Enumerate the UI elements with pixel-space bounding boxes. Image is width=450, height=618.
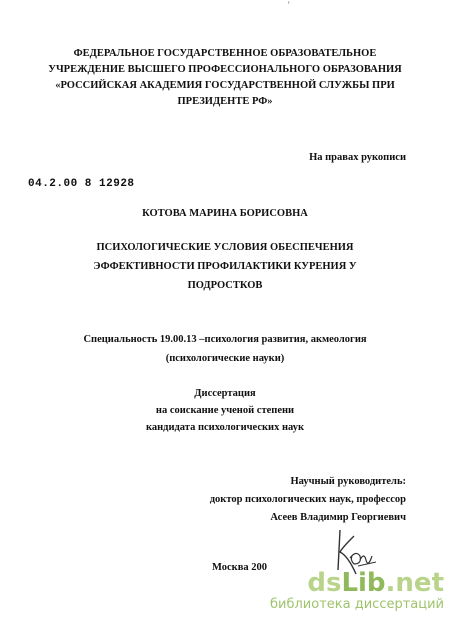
author-name: КОТОВА МАРИНА БОРИСОВНА [142,208,308,219]
header-line-3: «РОССИЙСКАЯ АКАДЕМИЯ ГОСУДАРСТВЕННОЙ СЛУЖБЫ ПРИ [55,80,395,91]
city-year: Москва 200 [212,562,268,573]
title-line-1: ПСИХОЛОГИЧЕСКИЕ УСЛОВИЯ ОБЕСПЕЧЕНИЯ [96,242,354,253]
header-line-1: ФЕДЕРАЛЬНОЕ ГОСУДАРСТВЕННОЕ ОБРАЗОВАТЕЛЬНОЕ [73,48,377,59]
title-line-3: ПОДРОСТКОВ [187,280,263,291]
supervisor-heading: Научный руководитель: [290,476,406,487]
header-line-2: УЧРЕЖДЕНИЕ ВЫСШЕГО ПРОФЕССИОНАЛЬНОГО ОБРАЗОВАНИЯ [48,64,402,75]
dslib-watermark [270,569,444,612]
dissertation-field-line: кандидата психологических наук [145,422,305,433]
registration-code: 04.2.00 8 12928 [28,178,135,190]
dslib-logo: dsLib.net [307,568,444,598]
dissertation-heading: Диссертация [194,388,256,399]
rights-note: На правах рукописи [309,152,406,163]
dissertation-degree-line: на соискание ученой степени [155,405,295,416]
scan-mark: ' [288,0,290,10]
header-line-4: ПРЕЗИДЕНТЕ РФ» [177,96,273,107]
specialty-line: Специальность 19.00.13 –психология развития, акмеология [83,334,367,345]
supervisor-name: Асеев Владимир Георгиевич [270,512,406,523]
supervisor-degree: доктор психологических наук, профессор [209,494,406,505]
specialty-field: (психологические науки) [165,353,285,364]
dslib-subtitle: библиотека диссертаций [270,597,444,612]
title-line-2: ЭФФЕКТИВНОСТИ ПРОФИЛАКТИКИ КУРЕНИЯ У [93,261,357,272]
